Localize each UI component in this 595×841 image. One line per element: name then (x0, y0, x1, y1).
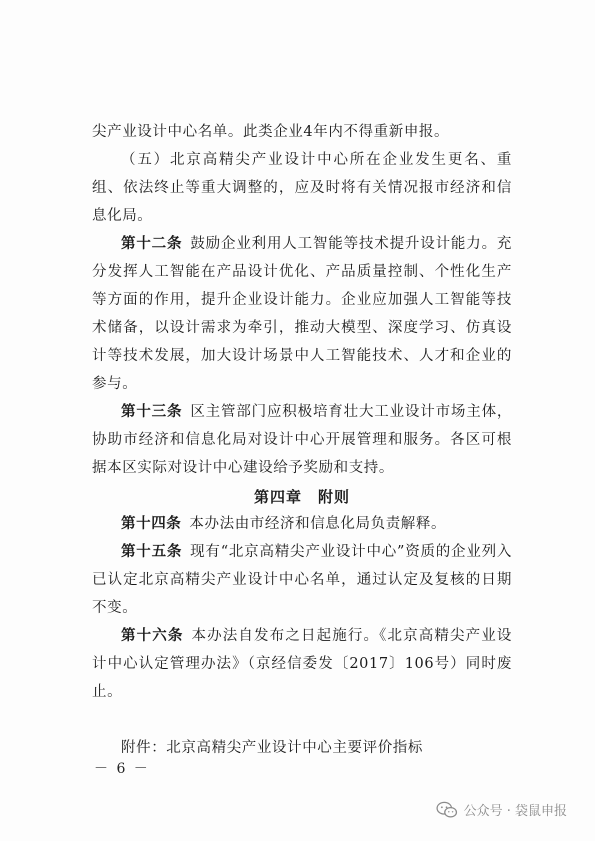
article-13-title: 第十三条 (121, 404, 183, 420)
article-15 (92, 538, 512, 622)
article-16-text: 本办法自发布之日起施行。《北京高精尖产业设计中心认定管理办法》（京经信委发〔2017〕106号）同时废止。 (92, 628, 512, 700)
article-14-title: 第十四条 (121, 516, 182, 532)
document-body (92, 118, 512, 762)
article-15-text: 现有“北京高精尖产业设计中心”资质的企业列入已认定北京高精尖产业设计中心名单，通过认定及复核的日期不变。 (92, 544, 512, 616)
paragraph-item-five: （五）北京高精尖产业设计中心所在企业发生更名、重组、依法终止等重大调整的，应及时将有关情况报市经济和信息化局。 (92, 152, 512, 224)
article-14 (92, 510, 512, 538)
attachment-line: 附件：北京高精尖产业设计中心主要评价指标 (121, 740, 423, 756)
article-12 (92, 230, 512, 398)
article-12-title: 第十二条 (121, 236, 183, 252)
article-13-text: 区主管部门应积极培育壮大工业设计市场主体，协助市经济和信息化局对设计中心开展管理和服务。各区可根据本区实际对设计中心建设给予奖励和支持。 (92, 404, 512, 476)
page-number: － 6 － (94, 761, 150, 777)
paragraph-continuation: 尖产业设计中心名单。此类企业4年内不得重新申报。 (92, 124, 450, 140)
wechat-icon (436, 801, 458, 819)
article-16-title: 第十六条 (121, 628, 184, 644)
spacer (92, 706, 512, 734)
article-13 (92, 398, 512, 482)
article-16 (92, 622, 512, 706)
article-14-text: 本办法由市经济和信息化局负责解释。 (189, 516, 447, 532)
article-12-text: 鼓励企业利用人工智能等技术提升设计能力。充分发挥人工智能在产品设计优化、产品质量控制、个性化生产等方面的作用，提升企业设计能力。企业应加强人工智能等技术储备，以设计需求为牵引，推动大模型、深度学习、仿真设计等技术发展，加大设计场景中人工智能技术、人才和企业的参与。 (92, 236, 512, 392)
article-15-title: 第十五条 (121, 544, 183, 560)
watermark-text: 公众号 · 袋鼠申报 (463, 804, 567, 819)
chapter-heading: 第四章 附则 (253, 488, 350, 506)
watermark (436, 800, 567, 819)
